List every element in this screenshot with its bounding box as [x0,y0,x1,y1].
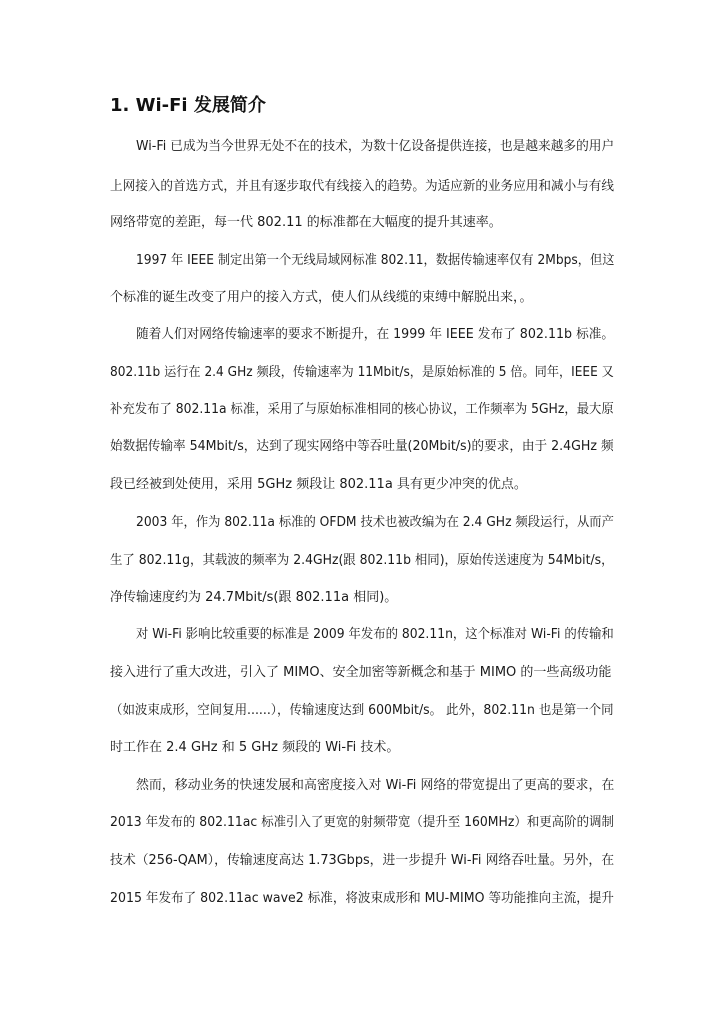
text-line: Wi-Fi 已成为当今世界无处不在的技术，为数十亿设备提供连接，也是越来越多的用户 [136,139,615,154]
text-line: 2013 年发布的 802.11ac 标准引入了更宽的射频带宽（提升至 160MHz）和更高阶的调制 [110,815,614,830]
text-line: 网络带宽的差距，每一代 802.11 的标准都在大幅度的提升其速率。 [110,215,502,230]
text-line: 2003 年，作为 802.11a 标准的 OFDM 技术也被改编为在 2.4 GHz 频段运行，从而产 [136,515,614,530]
text-line: 接入进行了重大改进，引入了 MIMO、安全加密等新概念和基于 MIMO 的一些高级功能 [110,665,612,680]
text-line: 始数据传输率 54Mbit/s，达到了现实网络中等吞吐量(20Mbit/s)的要求，由于 2.4GHz 频 [110,439,614,454]
text-line: 个标准的诞生改变了用户的接入方式，使人们从线缆的束缚中解脱出来，。 [110,290,533,305]
text-line: 然而，移动业务的快速发展和高密度接入对 Wi-Fi 网络的带宽提出了更高的要求，在 [136,778,615,793]
text-line: 技术（256-QAM），传输速度高达 1.73Gbps，进一步提升 Wi-Fi 网络吞吐量。另外，在 [110,853,615,868]
text-line: 上网接入的首选方式，并且有逐步取代有线接入的趋势。为适应新的业务应用和减小与有线 [110,179,614,194]
text-line: 2015 年发布了 802.11ac wave2 标准，将波束成形和 MU-MIMO 等功能推向主流，提升 [110,891,614,906]
text-line: 生了 802.11g，其载波的频率为 2.4GHz(跟 802.11b 相同)，原始传送速度为 54Mbit/s， [110,553,614,568]
text-line: 段已经被到处使用，采用 5GHz 频段让 802.11a 具有更少冲突的优点。 [110,477,527,492]
text-line: （如波束成形，空间复用......），传输速度达到 600Mbit/s。 此外，802.11n 也是第一个同 [110,703,614,718]
text-line: 对 Wi-Fi 影响比较重要的标准是 2009 年发布的 802.11n，这个标准对 Wi-Fi 的传输和 [136,627,614,642]
text-line: 随着人们对网络传输速率的要求不断提升，在 1999 年 IEEE 发布了 802.11b 标准。 [136,327,615,342]
text-line: 1997 年 IEEE 制定出第一个无线局域网标准 802.11，数据传输速率仅有 2Mbps，但这 [136,253,615,268]
text-line: 补充发布了 802.11a 标准，采用了与原始标准相同的核心协议，工作频率为 5GHz，最大原 [110,402,614,417]
text-line: 净传输速度约为 24.7Mbit/s(跟 802.11a 相同)。 [110,590,398,605]
section-heading: 1. Wi-Fi 发展简介 [110,95,266,116]
text-line: 时工作在 2.4 GHz 和 5 GHz 频段的 Wi-Fi 技术。 [110,740,400,755]
text-line: 802.11b 运行在 2.4 GHz 频段，传输速率为 11Mbit/s，是原始标准的 5 倍。同年，IEEE 又 [110,365,614,380]
